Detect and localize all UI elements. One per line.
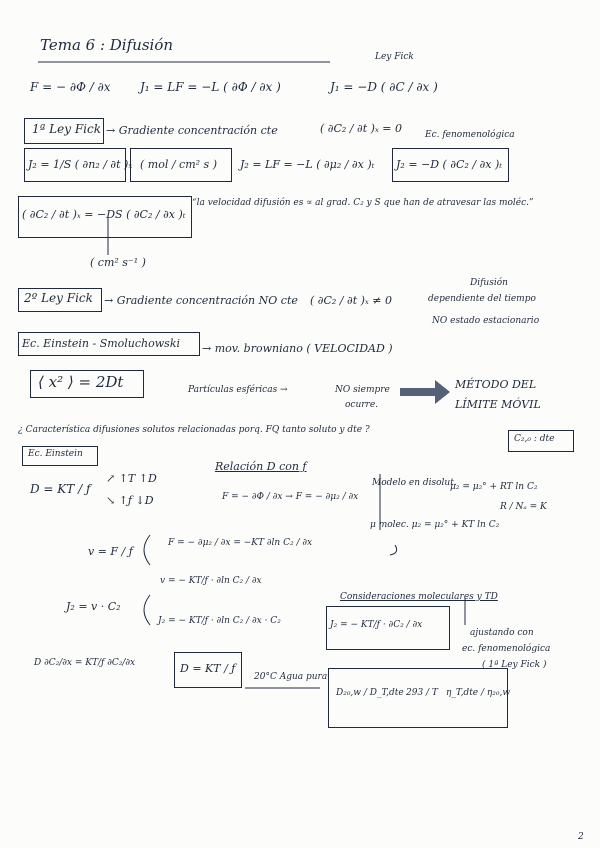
page-title: Tema 6 : Difusión [40,36,174,54]
d-units: ( cm² s⁻¹ ) [90,256,146,269]
ley2-note3: NO estado estacionario [432,316,540,326]
v-f: v = F / ƒ [88,545,133,558]
agua-text: 20°C Agua pura [254,672,328,682]
j-d-equation: J₁ = −D ( ∂C / ∂x ) [330,80,438,94]
ratio-rhs: η_T,dte / η₂₀,w [446,688,511,698]
dc2dt-eq: ( ∂C₂ / ∂t )ₓ = −DS ( ∂C₂ / ∂x )ₜ [22,208,186,221]
ratio-box [328,668,511,728]
mu-molec: μ molec. μ₂ = μ₂° + KT ln C₂ [370,520,500,530]
x2-eq: ⟨ x² ⟩ = 2Dt [38,373,124,391]
no-siempre: NO siempre [335,385,390,395]
j2-d-eq: J₂ = −D ( ∂C₂ / ∂x )ₜ [396,158,502,171]
units-text: ( mol / cm² s ) [140,158,217,171]
ratio-lhs: D₂₀,w / D_T,dte [336,688,404,698]
method-text: MÉTODO DEL [455,378,537,391]
ley2-label: 2º Ley Fick [24,291,93,305]
mu2-eq: μ₂ = μ₂° + RT ln C₂ [450,482,538,492]
ley1-ref: ( 1ª Ley Fick ) [482,660,547,670]
ley2-cond: ( ∂C₂ / ∂t )ₓ ≠ 0 [310,294,393,307]
rel-title: Relación D con ƒ [215,460,307,473]
einstein-smol-label: Ec. Einstein - Smoluchowski [22,337,181,350]
charact-box-text: C₂,₀ : dte [514,434,555,444]
ec-fen-text: ec. fenomenológica [462,644,551,654]
charact-text: ¿ Característica difusiones solutos relacionadas porq. FQ tanto soluto y dte ? [18,425,370,435]
j-box-eq: J₂ = − KT/ƒ · ∂C₂ / ∂x [330,620,423,630]
d-deriv: D ∂C₂/∂x = KT/ƒ ∂C₂/∂x [34,658,136,668]
j2-eq: J₂ = 1/S ( ∂n₂ / ∂t )ₓ [28,158,133,171]
j-lf-equation: J₁ = LF = −L ( ∂Φ / ∂x ) [140,80,281,94]
j-v: J₂ = v · C₂ [66,600,121,613]
page-number: 2 [578,832,584,842]
f-eq-einstein: F = − ∂Φ / ∂x → F = − ∂μ₂ / ∂x [222,492,359,502]
mod-text: Modelo en disolut. [372,478,457,488]
ley1-label: 1ª Ley Fick [32,122,101,136]
d-kt-f: D = KT / ƒ [30,482,91,496]
ley2-desc: → Gradiente concentración NO cte [104,294,298,307]
einstein-label: Ec. Einstein [28,449,83,459]
up-arrow: ↗ ↑T ↑D [106,472,157,485]
ley1-cond: ( ∂C₂ / ∂t )ₓ = 0 [320,122,403,135]
v-eq: v = − KT/ƒ · ∂ln C₂ / ∂x [160,576,262,586]
down-arrow: ↘ ↑ƒ ↓D [106,494,154,507]
j-eq: J₂ = − KT/ƒ · ∂ln C₂ / ∂x · C₂ [158,616,281,626]
d-box-eq: D = KT / ƒ [180,662,236,675]
f-mu: F = − ∂μ₂ / ∂x = −KT ∂ln C₂ / ∂x [168,538,313,548]
ley2-note1: Difusión [470,278,508,288]
consid-text: Consideraciones moleculares y TD [340,592,498,602]
method-text2: LÍMITE MÓVIL [455,398,541,411]
particles-text: Partículas esféricas → [188,385,288,395]
fick-label: Ley Fick [375,52,414,62]
ec-fenomenologica-label: Ec. fenomenológica [425,130,515,140]
ocurre: ocurre. [345,400,379,410]
einstein-smol-desc: → mov. browniano ( VELOCIDAD ) [202,342,393,355]
j2-lf-eq: J₂ = LF = −L ( ∂μ₂ / ∂x )ₜ [240,158,375,171]
f-equation: F = − ∂Φ / ∂x [30,80,111,94]
ratio-mid: 293 / T [406,688,438,698]
ley2-note2: dependiente del tiempo [428,294,536,304]
ajust-text: ajustando con [470,628,534,638]
r-na: R / Nₐ = K [500,502,547,512]
ley1-note: “la velocidad difusión es ∝ al grad. C₂ y S que han de atravesar las moléc.” [192,198,534,208]
ley1-desc: → Gradiente concentración cte [106,124,278,137]
